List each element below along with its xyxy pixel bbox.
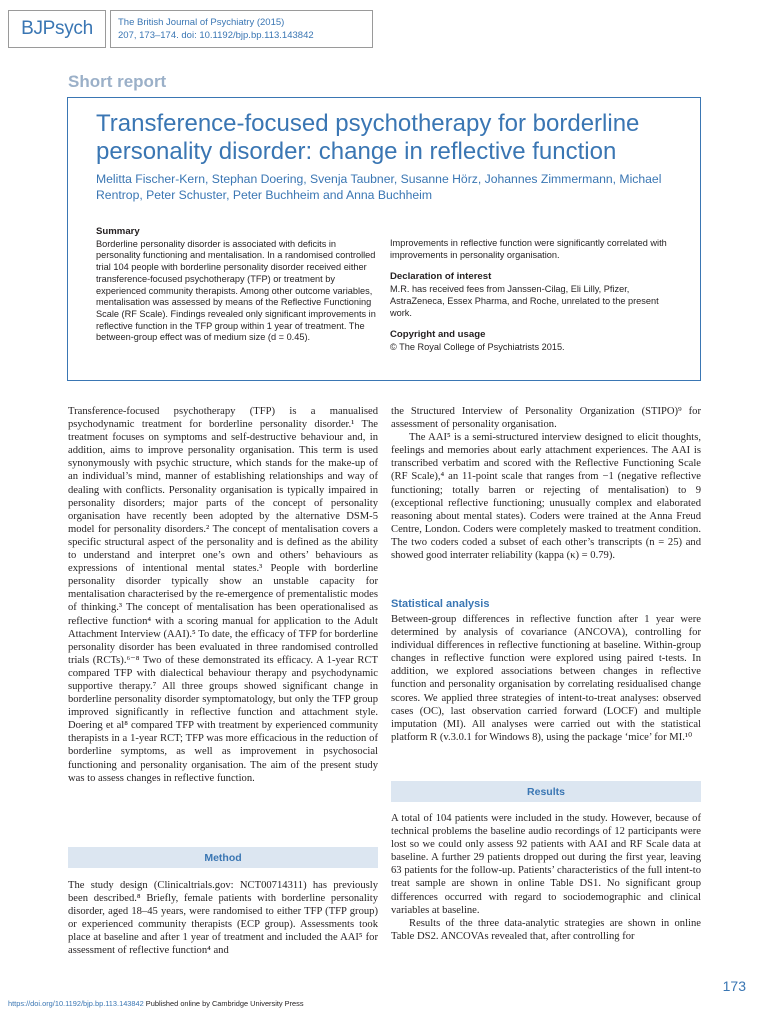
statistical-analysis-paragraph: Between-group differences in reflective function after 1 year were determined by analysis of covariance (ANCOVA), controlling for individual differences in reflective functioning at baseline. Within-group changes in reflective function were explored using paired t-tests. In addition, we explored associations between changes in reflective function and personality organisation by correlating residualised change scores. We applied three strategies of intent-to-treat analyses: observed cases (OC), last observation carried forward (LOCF) and multiple imputation (MI). All analyses were carried out with the statistical platform R (v.3.0.1 for Windows 8), using the package ‘mice’ for MI.¹⁰ [391, 614, 701, 743]
results-heading: Results [391, 781, 701, 802]
method-section [68, 879, 378, 958]
method-heading: Method [68, 847, 378, 868]
journal-line-1: The British Journal of Psychiatry (2015) [118, 17, 285, 28]
abstract-right-column [390, 238, 672, 354]
results-paragraph-1: A total of 104 patients were included in the study. However, because of technical problems the baseline audio recordings of 12 participants were lost so we could only assess 92 patients with AAI and RF Scale data at baseline. A further 29 patients dropped out during the first year, leaving 63 patients for the follow-up. Patients’ characteristics of the full intent-to treat sample are shown in online Table DS1. No significant group differences occurred with regard to sociodemographic and clinical variables at baseline. [391, 813, 701, 916]
summary-heading: Summary [96, 226, 140, 237]
summary-text: Borderline personality disorder is associated with deficits in personality functioning and mentalisation. In a randomised controlled trial 104 people with borderline personality disorder received either transference-focused psychotherapy (TFP) or treatment by experienced community therapists. Among other outcome variables, mentalisation was assessed by means of the Reflective Functioning Scale (RF Scale). Findings revealed only significant improvements in reflective function in the TFP group within 1 year of treatment. The between-group effect was of medium size (d = 0.45). [96, 238, 376, 343]
declaration-text: M.R. has received fees from Janssen-Cilag, Eli Lilly, Pfizer, AstraZeneca, Essex Pharma, and Roche, unrelated to the present work. [390, 284, 659, 318]
section-label: Short report [68, 72, 167, 91]
body-left-column [68, 405, 378, 785]
journal-logo[interactable] [8, 10, 106, 48]
results-section [391, 812, 701, 943]
footer-doi [8, 999, 304, 1008]
journal-citation [110, 10, 373, 48]
intro-paragraph: Transference-focused psychotherapy (TFP) is a manualised psychodynamic treatment for borderline personality disorder.¹ The treatment focuses on symptoms and self-destructive behaviour and, in addition, aims to improve personality organisation. This term is used synonymously with psychic structure, which stands for the make-up of an individual’s mind, manner of establishing relationships and way of dealing with conflicts. Personality organisation is typically impaired in personality disorders; major parts of the concept of personality organisation have recently been adopted by the alternative DSM-5 model for personality disorders.² The concept of mentalisation covers a specific structural aspect of the personality and is defined as the ability to understand and interpret one’s own and others’ behaviours as expressions of intentional mental states.³ People with borderline personality disorder typically show an unstable capacity for mentalisation characterised by the re-emergence of prementalistic modes of thinking.³ The concept of mentalisation has been operationalised as reflective function⁴ with a scoring manual for application to the Adult Attachment Interview (AAI).⁵ To date, the efficacy of TFP for borderline personality disorder has been evaluated in three randomised controlled trials (RCTs).⁶⁻⁸ Two of these demonstrated its efficacy. A 1-year RCT compared TFP with dialectical behaviour therapy and psychodynamic supportive therapy.⁷ All three groups showed significant change in borderline personality disorder symptomatology, but only the TFP group improved significantly in reflective function and attachment style. Doering et al⁸ compared TFP with treatment by experienced community therapists in a 1-year RCT; TFP was more efficacious in the reduction of borderline symptoms, as well as improvement in psychosocial functioning and personality organisation. The aim of the present study was to assess changes in reflective function. [68, 406, 378, 784]
method-continued-paragraph: the Structured Interview of Personality Organization (STIPO)⁹ for assessment of personality organisation. [391, 406, 701, 431]
published-note: Published online by Cambridge University Press [143, 999, 304, 1008]
aai-paragraph: The AAI⁵ is a semi-structured interview designed to elicit thoughts, feelings and memories about early attachment experiences. The AAI is transcribed verbatim and scored with the Reflective Functioning Scale (RF Scale),⁴ an 11-point scale that ranges from −1 (negative reflective functioning; totally barren or rejecting of mentalisation) to 9 (exceptional reflective functioning; unusually complex and elaborated reasoning about mental states). Coders were trained at the Anna Freud Centre, London. Coders were completely masked to treatment condition. The two coders coded a subset of each other’s transcripts (n = 25) and showed good interrater reliability (kappa (κ) = 0.79). [391, 432, 701, 562]
summary-continued: Improvements in reflective function were significantly correlated with improvements in personality organisation. [390, 238, 667, 260]
results-paragraph-2: Results of the three data-analytic strategies are shown in online Table DS2. ANCOVAs revealed that, after controlling for [391, 917, 701, 942]
abstract-summary [96, 226, 376, 344]
doi-link[interactable]: https://doi.org/10.1192/bjp.bp.113.143842 [8, 999, 144, 1008]
statistical-analysis-section [391, 613, 701, 744]
page-number: 173 [722, 978, 746, 994]
body-right-column [391, 405, 701, 562]
statistical-analysis-heading: Statistical analysis [391, 598, 490, 610]
method-paragraph: The study design (Clinicaltrials.gov: NCT00714311) has previously been described.⁸ Briefly, female patients with borderline personality disorder, aged 18–45 years, were randomised to either TFP (TFP group) or experienced community therapists (ECP group). Assessments took place at baseline and after 1 year of treatment and included the AAI⁵ for assessment of reflective function⁴ and [68, 880, 378, 957]
copyright-heading: Copyright and usage [390, 329, 486, 341]
copyright-text: © The Royal College of Psychiatrists 2015. [390, 341, 565, 352]
declaration-heading: Declaration of interest [390, 271, 492, 283]
logo-text: BJPsych [21, 18, 93, 39]
title-abstract-box [67, 97, 701, 381]
author-list: Melitta Fischer-Kern, Stephan Doering, Svenja Taubner, Susanne Hörz, Johannes Zimmermann, Michael Rentrop, Peter Schuster, Peter Buchheim and Anna Buchheim [96, 172, 662, 202]
journal-line-2: 207, 173–174. doi: 10.1192/bjp.bp.113.143842 [118, 30, 314, 41]
article-title: Transference-focused psychotherapy for borderline personality disorder: change in reflective function [96, 110, 640, 165]
